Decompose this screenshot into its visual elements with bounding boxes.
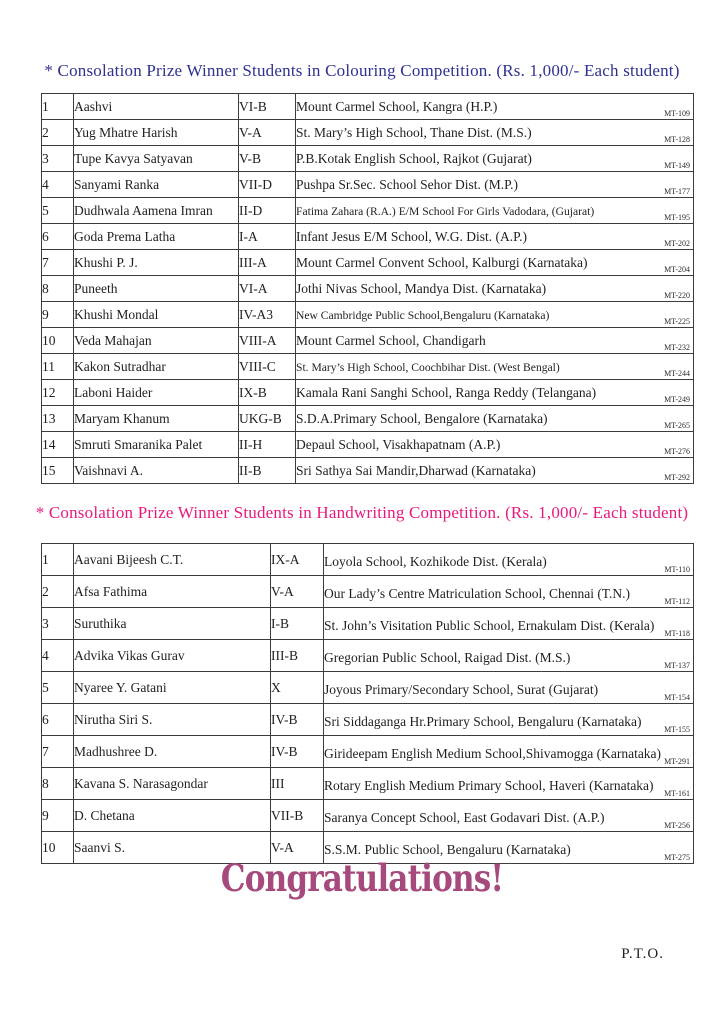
row-number: 10 — [42, 328, 74, 354]
row-number: 4 — [42, 172, 74, 198]
school-cell — [296, 458, 694, 484]
table-row — [42, 302, 694, 328]
school-name: Our Lady’s Centre Matriculation School, Chennai (T.N.) — [324, 585, 631, 601]
mt-code: MT-225 — [664, 317, 690, 326]
row-number: 3 — [42, 608, 74, 640]
congratulations-text: Congratulations! — [220, 856, 504, 900]
student-name: Advika Vikas Gurav — [74, 640, 271, 672]
mt-code: MT-155 — [664, 725, 690, 734]
row-number: 15 — [42, 458, 74, 484]
colouring-winners-table — [41, 93, 694, 484]
student-name: Kakon Sutradhar — [74, 354, 239, 380]
mt-code: MT-112 — [664, 597, 690, 606]
row-number: 2 — [42, 576, 74, 608]
student-class: VIII-A — [239, 328, 296, 354]
school-name: S.D.A.Primary School, Bengalore (Karnataka) — [296, 410, 548, 426]
school-name: Saranya Concept School, East Godavari Dist. (A.P.) — [324, 809, 605, 825]
mt-code: MT-249 — [664, 395, 690, 404]
school-cell — [324, 576, 694, 608]
mt-code: MT-195 — [664, 213, 690, 222]
school-name: New Cambridge Public School,Bengaluru (Karnataka) — [296, 308, 550, 322]
school-cell — [324, 544, 694, 576]
table-row — [42, 380, 694, 406]
student-name: Madhushree D. — [74, 736, 271, 768]
school-cell — [324, 800, 694, 832]
student-name: Aavani Bijeesh C.T. — [74, 544, 271, 576]
school-cell — [296, 146, 694, 172]
school-name: P.B.Kotak English School, Rajkot (Gujarat) — [296, 150, 532, 166]
school-name: Depaul School, Visakhapatnam (A.P.) — [296, 436, 501, 452]
student-class: X — [271, 672, 324, 704]
row-number: 14 — [42, 432, 74, 458]
school-name: Girideepam English Medium School,Shivamogga (Karnataka) — [324, 745, 662, 761]
student-name: Tupe Kavya Satyavan — [74, 146, 239, 172]
school-name: Pushpa Sr.Sec. School Sehor Dist. (M.P.) — [296, 176, 519, 192]
student-name: Aashvi — [74, 94, 239, 120]
mt-code: MT-265 — [664, 421, 690, 430]
school-cell — [296, 172, 694, 198]
table-row — [42, 406, 694, 432]
student-name: Veda Mahajan — [74, 328, 239, 354]
student-class: III — [271, 768, 324, 800]
row-number: 8 — [42, 276, 74, 302]
school-name: Fatima Zahara (R.A.) E/M School For Girls Vadodara, (Gujarat) — [296, 204, 595, 218]
school-cell — [296, 120, 694, 146]
school-cell — [296, 302, 694, 328]
school-cell — [296, 198, 694, 224]
school-cell — [296, 276, 694, 302]
school-name: Mount Carmel School, Chandigarh — [296, 332, 486, 348]
student-name: Maryam Khanum — [74, 406, 239, 432]
student-name: Afsa Fathima — [74, 576, 271, 608]
row-number: 1 — [42, 544, 74, 576]
row-number: 3 — [42, 146, 74, 172]
school-name: St. Mary’s High School, Coochbihar Dist. (West Bengal) — [296, 360, 560, 374]
table-row — [42, 736, 694, 768]
student-name: Vaishnavi A. — [74, 458, 239, 484]
school-name: Mount Carmel Convent School, Kalburgi (Karnataka) — [296, 254, 588, 270]
table-row — [42, 672, 694, 704]
mt-code: MT-128 — [664, 135, 690, 144]
student-name: Dudhwala Aamena Imran — [74, 198, 239, 224]
row-number: 2 — [42, 120, 74, 146]
mt-code: MT-276 — [664, 447, 690, 456]
table-row — [42, 576, 694, 608]
school-name: Rotary English Medium Primary School, Haveri (Karnataka) — [324, 777, 654, 793]
pto-label: P.T.O. — [621, 946, 664, 962]
mt-code: MT-118 — [664, 629, 690, 638]
table-row — [42, 276, 694, 302]
table-row — [42, 198, 694, 224]
table-row — [42, 224, 694, 250]
school-name: Kamala Rani Sanghi School, Ranga Reddy (Telangana) — [296, 384, 597, 400]
school-name: St. John’s Visitation Public School, Ernakulam Dist. (Kerala) — [324, 617, 655, 633]
table-row — [42, 608, 694, 640]
row-number: 1 — [42, 94, 74, 120]
school-name: Sri Siddaganga Hr.Primary School, Bengaluru (Karnataka) — [324, 713, 642, 729]
row-number: 9 — [42, 302, 74, 328]
student-name: Suruthika — [74, 608, 271, 640]
student-name: Puneeth — [74, 276, 239, 302]
student-name: Goda Prema Latha — [74, 224, 239, 250]
student-class: UKG-B — [239, 406, 296, 432]
student-name: Kavana S. Narasagondar — [74, 768, 271, 800]
row-number: 12 — [42, 380, 74, 406]
school-cell — [296, 432, 694, 458]
student-class: VII-B — [271, 800, 324, 832]
school-cell — [296, 328, 694, 354]
table-row — [42, 354, 694, 380]
student-class: VI-B — [239, 94, 296, 120]
student-name: Yug Mhatre Harish — [74, 120, 239, 146]
row-number: 13 — [42, 406, 74, 432]
school-name: Mount Carmel School, Kangra (H.P.) — [296, 98, 498, 114]
student-class: V-A — [271, 832, 324, 864]
student-class: VI-A — [239, 276, 296, 302]
student-class: II-D — [239, 198, 296, 224]
row-number: 10 — [42, 832, 74, 864]
student-name: Smruti Smaranika Palet — [74, 432, 239, 458]
student-class: IX-B — [239, 380, 296, 406]
student-name: Sanyami Ranka — [74, 172, 239, 198]
school-name: Gregorian Public School, Raigad Dist. (M.S.) — [324, 649, 571, 665]
student-class: IV-A3 — [239, 302, 296, 328]
table-row — [42, 640, 694, 672]
mt-code: MT-291 — [664, 757, 690, 766]
student-class: IV-B — [271, 736, 324, 768]
row-number: 6 — [42, 704, 74, 736]
student-name: Saanvi S. — [74, 832, 271, 864]
school-cell — [324, 608, 694, 640]
table-row — [42, 120, 694, 146]
school-cell — [324, 704, 694, 736]
school-name: Sri Sathya Sai Mandir,Dharwad (Karnataka) — [296, 462, 536, 478]
row-number: 7 — [42, 736, 74, 768]
school-cell — [296, 354, 694, 380]
table-row — [42, 768, 694, 800]
mt-code: MT-177 — [664, 187, 690, 196]
student-class: II-B — [239, 458, 296, 484]
colouring-table-body — [42, 94, 694, 484]
handwriting-section-title: * Consolation Prize Winner Students in Handwriting Competition. (Rs. 1,000/- Each student) — [35, 503, 689, 522]
school-name: S.S.M. Public School, Bengaluru (Karnataka) — [324, 841, 571, 857]
school-name: Jothi Nivas School, Mandya Dist. (Karnataka) — [296, 280, 547, 296]
mt-code: MT-256 — [664, 821, 690, 830]
student-class: III-A — [239, 250, 296, 276]
school-name: St. Mary’s High School, Thane Dist. (M.S.) — [296, 124, 532, 140]
school-cell — [296, 406, 694, 432]
student-class: VII-D — [239, 172, 296, 198]
school-cell — [296, 250, 694, 276]
student-class: IX-A — [271, 544, 324, 576]
mt-code: MT-202 — [664, 239, 690, 248]
school-cell — [296, 224, 694, 250]
mt-code: MT-110 — [664, 565, 690, 574]
mt-code: MT-275 — [664, 853, 690, 862]
table-row — [42, 250, 694, 276]
student-name: Khushi Mondal — [74, 302, 239, 328]
student-class: VIII-C — [239, 354, 296, 380]
student-class: V-A — [239, 120, 296, 146]
mt-code: MT-109 — [664, 109, 690, 118]
mt-code: MT-232 — [664, 343, 690, 352]
student-class: I-A — [239, 224, 296, 250]
mt-code: MT-137 — [664, 661, 690, 670]
mt-code: MT-204 — [664, 265, 690, 274]
mt-code: MT-244 — [664, 369, 690, 378]
student-name: Khushi P. J. — [74, 250, 239, 276]
school-cell — [324, 736, 694, 768]
student-class: V-A — [271, 576, 324, 608]
table-row — [42, 328, 694, 354]
student-name: D. Chetana — [74, 800, 271, 832]
row-number: 8 — [42, 768, 74, 800]
student-name: Laboni Haider — [74, 380, 239, 406]
student-name: Nirutha Siri S. — [74, 704, 271, 736]
school-cell — [324, 672, 694, 704]
table-row — [42, 458, 694, 484]
mt-code: MT-154 — [664, 693, 690, 702]
school-name: Infant Jesus E/M School, W.G. Dist. (A.P.) — [296, 228, 528, 244]
student-name: Nyaree Y. Gatani — [74, 672, 271, 704]
colouring-section-title: * Consolation Prize Winner Students in Colouring Competition. (Rs. 1,000/- Each student) — [44, 61, 680, 80]
table-row — [42, 172, 694, 198]
table-row — [42, 94, 694, 120]
table-row — [42, 704, 694, 736]
mt-code: MT-220 — [664, 291, 690, 300]
mt-code: MT-292 — [664, 473, 690, 482]
student-class: I-B — [271, 608, 324, 640]
table-row — [42, 800, 694, 832]
mt-code: MT-161 — [664, 789, 690, 798]
handwriting-winners-table — [41, 543, 694, 864]
row-number: 6 — [42, 224, 74, 250]
row-number: 5 — [42, 672, 74, 704]
student-class: III-B — [271, 640, 324, 672]
row-number: 7 — [42, 250, 74, 276]
school-name: Loyola School, Kozhikode Dist. (Kerala) — [324, 553, 547, 569]
handwriting-table-body — [42, 544, 694, 864]
table-row — [42, 432, 694, 458]
mt-code: MT-149 — [664, 161, 690, 170]
row-number: 5 — [42, 198, 74, 224]
row-number: 9 — [42, 800, 74, 832]
school-name: Joyous Primary/Secondary School, Surat (Gujarat) — [324, 681, 599, 697]
school-cell — [324, 768, 694, 800]
student-class: V-B — [239, 146, 296, 172]
school-cell — [296, 380, 694, 406]
school-cell — [324, 640, 694, 672]
row-number: 4 — [42, 640, 74, 672]
student-class: IV-B — [271, 704, 324, 736]
table-row — [42, 544, 694, 576]
school-cell — [296, 94, 694, 120]
table-row — [42, 146, 694, 172]
student-class: II-H — [239, 432, 296, 458]
row-number: 11 — [42, 354, 74, 380]
